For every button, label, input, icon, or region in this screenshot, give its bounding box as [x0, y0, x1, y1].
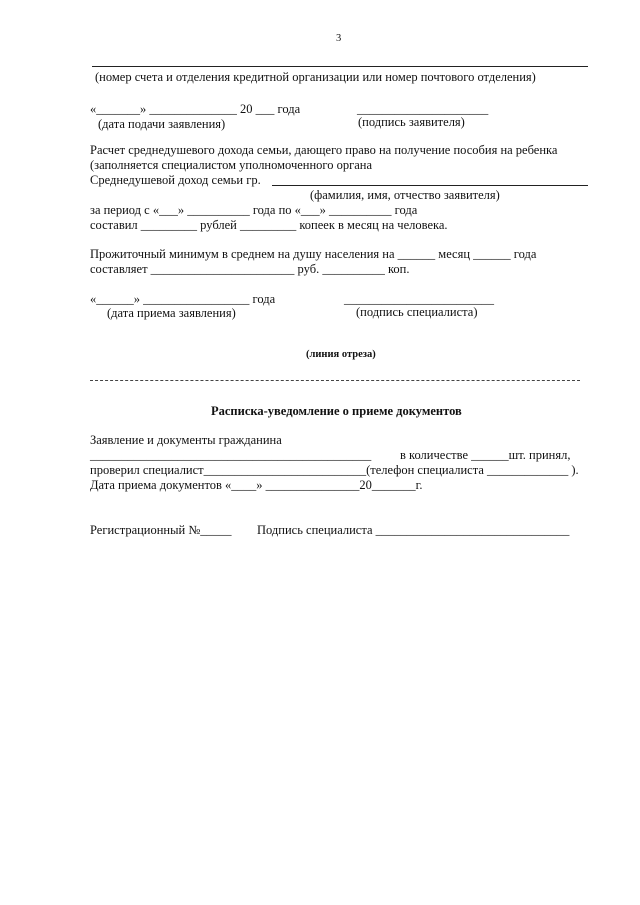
receipt-date-line: Дата приема документов «____» _______________20_______г.: [90, 478, 423, 492]
acceptance-signature-caption: (подпись специалиста): [356, 305, 478, 319]
cut-line: [90, 380, 580, 381]
submission-signature-caption: (подпись заявителя): [358, 115, 465, 129]
cut-line-label: (линия отреза): [306, 349, 376, 360]
acceptance-date-line: «______» _________________ года: [90, 292, 276, 306]
receipt-citizen-label: Заявление и документы гражданина: [90, 433, 282, 447]
period-line: за период с «___» __________ года по «___» __________ года: [90, 203, 418, 217]
receipt-specialist-line: проверил специалист__________________________(телефон специалиста _____________ ).: [90, 463, 579, 477]
subsistence-minimum-amount-line: составляет _______________________ руб. __________ коп.: [90, 262, 410, 276]
receipt-citizen-blank: _____________________________________________: [90, 448, 372, 462]
acceptance-signature-line: ________________________: [344, 292, 494, 306]
specialist-signature: Подпись специалиста _______________________________: [257, 523, 570, 537]
applicant-name-blank-line: [272, 185, 588, 186]
submission-signature-line: _____________________: [357, 102, 489, 116]
receipt-title: Расписка-уведомление о приеме документов: [211, 404, 462, 418]
account-caption: (номер счета и отделения кредитной организации или номер почтового отделения): [95, 70, 536, 84]
calculation-heading-note: (заполняется специалистом уполномоченного органа: [90, 158, 373, 172]
income-amount-line: составил _________ рублей _________ копеек в месяц на человека.: [90, 218, 448, 232]
receipt-quantity-line: в количестве ______шт. принял,: [400, 448, 571, 462]
submission-date-caption: (дата подачи заявления): [98, 117, 226, 131]
account-blank-line: [92, 66, 588, 67]
calculation-heading: Расчет среднедушевого дохода семьи, дающего право на получение пособия на ребенка: [90, 143, 558, 157]
acceptance-date-caption: (дата приема заявления): [107, 306, 236, 320]
applicant-name-caption: (фамилия, имя, отчество заявителя): [310, 188, 500, 202]
income-label: Среднедушевой доход семьи гр.: [90, 173, 261, 187]
submission-date-line: «_______» ______________ 20 ___ года: [90, 102, 301, 116]
registration-number: Регистрационный №_____: [90, 523, 232, 537]
subsistence-minimum-line: Прожиточный минимум в среднем на душу населения на ______ месяц ______ года: [90, 247, 537, 261]
page-number: 3: [336, 33, 342, 44]
